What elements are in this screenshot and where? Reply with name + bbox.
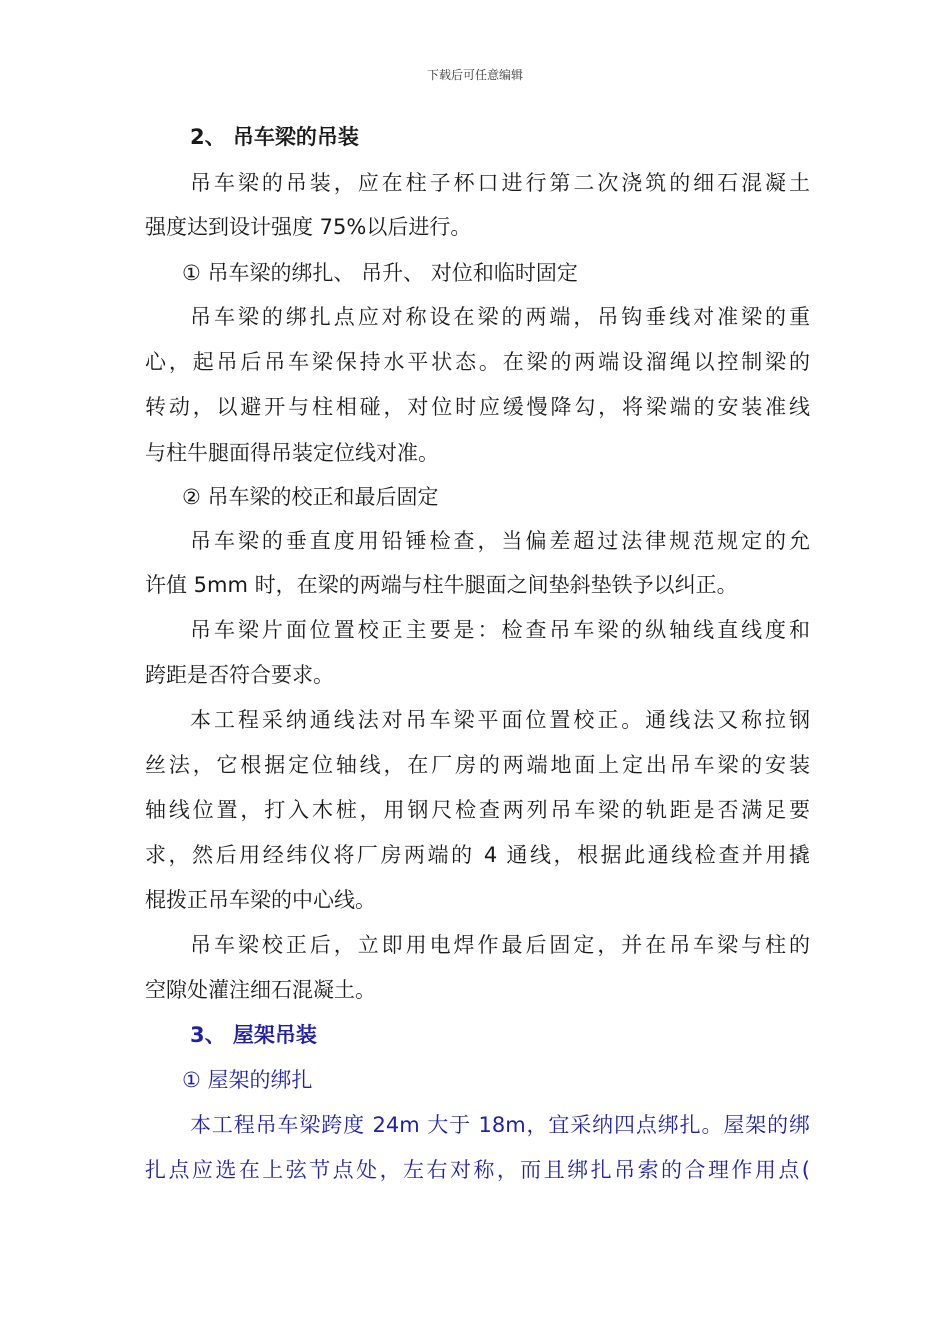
- paragraph-line: 求，然后用经纬仪将厂房两端的 4 通线，根据此通线检查并用撬: [145, 843, 810, 867]
- paragraph-line: 转动，以避开与柱相碰，对位时应缓慢降勾，将梁端的安装准线: [145, 395, 810, 419]
- paragraph-line: 吊车梁的吊装，应在柱子杯口进行第二次浇筑的细石混凝土: [190, 171, 810, 195]
- paragraph-line: 轴线位置，打入木桩，用钢尺检查两列吊车梁的轨距是否满足要: [145, 798, 810, 822]
- paragraph-line: 吊车梁的绑扎点应对称设在梁的两端，吊钩垂线对准梁的重: [190, 305, 810, 329]
- paragraph-line: 棍拨正吊车梁的中心线。: [145, 888, 376, 912]
- paragraph-line: ① 吊车梁的绑扎、 吊升、 对位和临时固定: [182, 261, 578, 285]
- paragraph-line: 跨距是否符合要求。: [145, 663, 334, 687]
- paragraph-line: 吊车梁片面位置校正主要是：检查吊车梁的纵轴线直线度和: [190, 618, 810, 642]
- paragraph-line: 吊车梁校正后，立即用电焊作最后固定，并在吊车梁与柱的: [190, 933, 810, 957]
- paragraph-line: 心，起吊后吊车梁保持水平状态。在梁的两端设溜绳以控制梁的: [145, 350, 810, 374]
- paragraph-line: 丝法，它根据定位轴线，在厂房的两端地面上定出吊车梁的安装: [145, 753, 810, 777]
- section-heading: 2、 吊车梁的吊装: [190, 125, 359, 149]
- section-heading: 3、 屋架吊装: [190, 1023, 317, 1047]
- paragraph-line: ① 屋架的绑扎: [182, 1068, 313, 1092]
- paragraph-line: 本工程采纳通线法对吊车梁平面位置校正。通线法又称拉钢: [190, 708, 810, 732]
- paragraph-line: 空隙处灌注细石混凝土。: [145, 978, 376, 1002]
- paragraph-line: 强度达到设计强度 75%以后进行。: [145, 215, 472, 239]
- paragraph-line: 扎点应选在上弦节点处，左右对称，而且绑扎吊索的合理作用点(: [145, 1158, 810, 1182]
- paragraph-line: 许值 5mm 时，在梁的两端与柱牛腿面之间垫斜垫铁予以纠正。: [145, 573, 738, 597]
- paragraph-line: 吊车梁的垂直度用铅锤检查，当偏差超过法律规范规定的允: [190, 529, 810, 553]
- paragraph-line: ② 吊车梁的校正和最后固定: [182, 485, 439, 509]
- paragraph-line: 与柱牛腿面得吊装定位线对准。: [145, 441, 439, 465]
- paragraph-line: 本工程吊车梁跨度 24m 大于 18m，宜采纳四点绑扎。屋架的绑: [190, 1113, 810, 1137]
- page-header: 下载后可任意编辑: [426, 68, 523, 82]
